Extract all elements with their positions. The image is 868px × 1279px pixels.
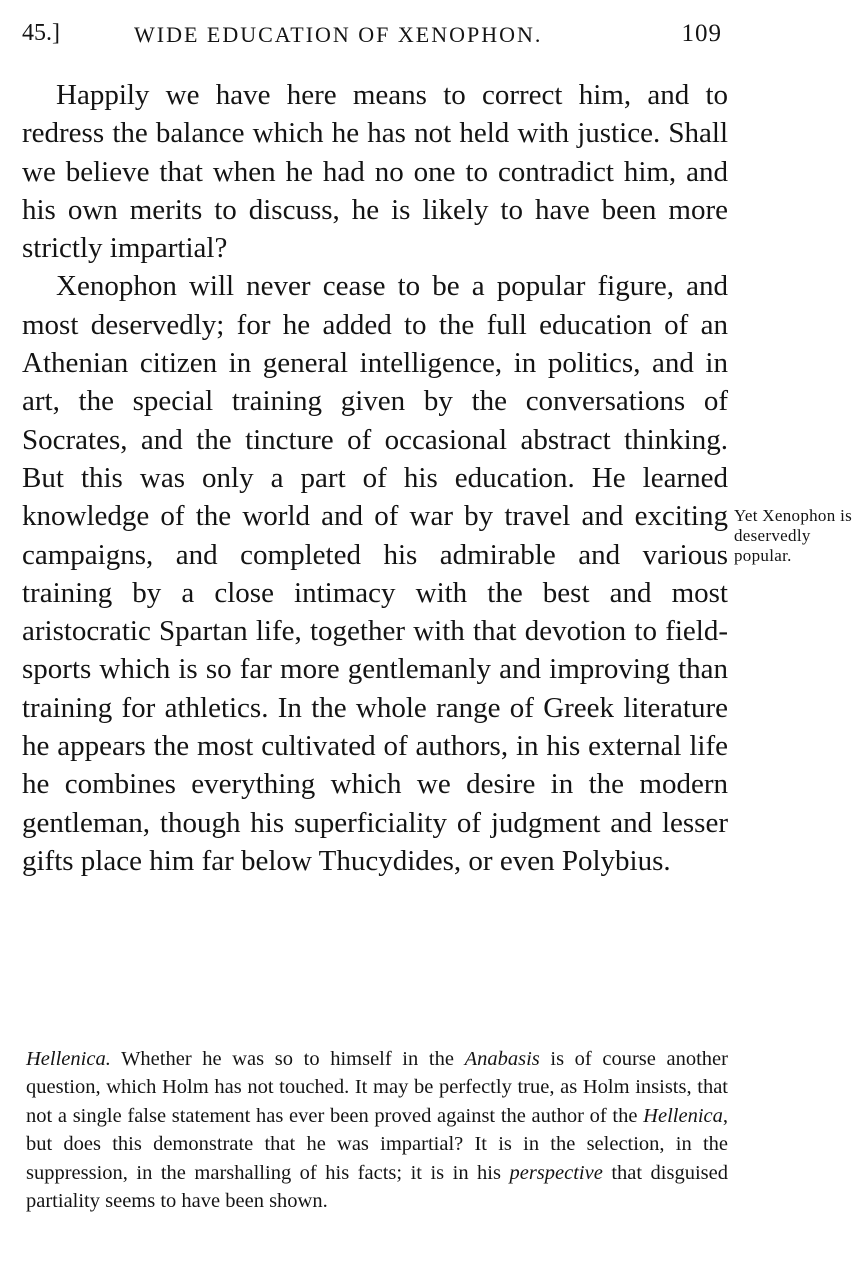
footnote-work-title: Hellenica (643, 1104, 723, 1127)
page-number: 109 (681, 20, 722, 47)
section-number: 45.] (22, 20, 60, 46)
footnote (26, 1045, 728, 1215)
paragraph-2: Xenophon will never cease to be a popular figure, and most deservedly; for he added to the full education of an Athenian citizen in general intelligence, in politics, and in art, the special training given by the conversations of Socrates, and the tincture of occasional abstract thinking. But this was only a part of his education. He learned knowledge of the world and of war by travel and exciting campaigns, and completed his admirable and various training by a close intimacy with the best and most aristocratic Spartan life, together with that devotion to field-sports which is so far more gentlemanly and improving than training for athletics. In the whole range of Greek literature he appears the most cultivated of authors, in his external life he combines everything which we desire in the modern gentleman, though his superficiality of judgment and lesser gifts place him far below Thucydides, or even Polybius. (22, 270, 728, 877)
marginal-note: Yet Xenophon is deservedly popular. (734, 506, 853, 565)
running-header (22, 20, 722, 50)
running-title: WIDE EDUCATION OF XENOPHON. (134, 22, 543, 47)
footnote-text (26, 1045, 728, 1215)
paragraph-1: Happily we have here means to correct him, and to redress the balance which he has not held with justice. Shall we believe that when he had no one to contradict him, and his own merits to discuss, he is likely to have been more strictly impartial? (22, 79, 728, 265)
footnote-segment: , but does this demonstrate that he was impartial? It is in the selection, in the suppression, in the marshalling of his facts; it is in his (26, 1104, 728, 1184)
footnote-lead-title: Hellenica. (26, 1048, 111, 1070)
footnote-work-title: Anabasis (464, 1048, 540, 1070)
footnote-segment: is of course another question, which Holm has not touched. It may be perfectly true, as Holm insists, that not a single false statement has ever been proved against the author of the (26, 1048, 728, 1127)
footnote-segment: that disguised partiality seems to have been shown. (26, 1161, 729, 1213)
footnote-emphasis: perspective (509, 1161, 603, 1184)
main-text (22, 76, 728, 880)
footnote-segment: Whether he was so to himself in the (110, 1048, 465, 1070)
